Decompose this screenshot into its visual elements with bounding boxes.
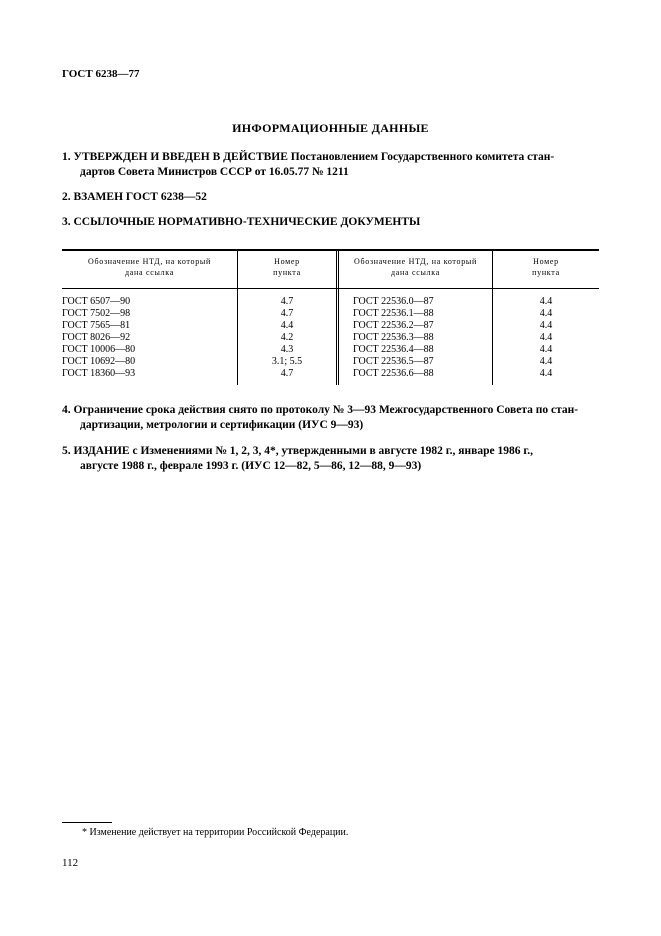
table-cell-num: 4.7 [280,296,294,307]
info-item-3-lead: 3. ССЫЛОЧНЫЕ НОРМАТИВНО-ТЕХНИЧЕСКИЕ ДОКУМЕНТЫ [62,216,421,228]
table-cell-num: 4.4 [539,308,553,319]
info-item-1-text-line2: дартов Совета Министров СССР от 16.05.77 № 1211 [80,166,349,178]
table-cell-doc: ГОСТ 22536.0—87 [353,296,434,307]
column-right-nums [493,296,599,380]
table-cell-doc: ГОСТ 22536.6—88 [353,368,434,379]
header-num-left-line1: Номер [274,257,300,266]
table-top-rule [62,249,599,251]
table-cell-doc: ГОСТ 8026—92 [62,332,131,343]
column-left-nums [238,296,336,380]
header-num-left-line2: пункта [273,268,301,277]
info-item-4-text-line2: дартизации, метрологии и сертификации (ИУС 9—93) [80,419,364,431]
table-cell-doc: ГОСТ 10006—80 [62,344,136,355]
table-cell-doc: ГОСТ 22536.5—87 [353,356,434,367]
header-num-right-line2: пункта [532,268,560,277]
table-cell-doc: ГОСТ 22536.2—87 [353,320,434,331]
column-left-docs [62,296,232,380]
table-cell-num: 4.7 [280,368,294,379]
reference-documents-table [62,249,599,385]
section-title: ИНФОРМАЦИОННЫЕ ДАННЫЕ [232,121,429,135]
footnote-separator [62,822,112,823]
table-cell-doc: ГОСТ 22536.3—88 [353,332,434,343]
header-num-right-line1: Номер [533,257,559,266]
table-cell-num: 4.4 [539,332,553,343]
header-doc-right [339,256,492,278]
info-item-5 [62,444,599,474]
table-cell-num: 4.4 [280,320,294,331]
table-cell-num: 4.4 [539,356,553,367]
page-header-standard-number: ГОСТ 6238—77 [62,68,140,80]
table-cell-doc: ГОСТ 22536.1—88 [353,308,434,319]
table-cell-doc: ГОСТ 10692—80 [62,356,136,367]
info-item-5-text-line2: августе 1988 г., феврале 1993 г. (ИУС 12—82, 5—86, 12—88, 9—93) [80,460,422,472]
info-item-1-lead: 1. УТВЕРЖДЕН И ВВЕДЕН В ДЕЙСТВИЕ [62,151,288,163]
column-right-docs [353,296,492,380]
info-item-3 [62,215,599,230]
table-cell-doc: ГОСТ 7565—81 [62,320,131,331]
table-cell-num: 4.2 [280,332,294,343]
table-cell-doc: ГОСТ 18360—93 [62,368,136,379]
header-num-right [493,256,599,278]
info-item-2 [62,190,599,205]
info-item-4-text-line1: 4. Ограничение срока действия снято по протоколу № 3—93 Межгосударственного Совета по стан- [62,404,579,416]
table-cell-num: 4.4 [539,368,553,379]
table-cell-doc: ГОСТ 6507—90 [62,296,131,307]
table-cell-doc: ГОСТ 7502—98 [62,308,131,319]
info-item-1-text-line1: Постановлением Государственного комитета стан- [290,151,555,163]
info-item-4 [62,403,599,433]
header-doc-left [62,256,237,278]
header-doc-left-line1: Обозначение НТД, на который [88,257,211,266]
info-item-2-lead: 2. ВЗАМЕН ГОСТ 6238—52 [62,191,207,203]
header-doc-right-line2: дана ссылка [391,268,440,277]
table-cell-num: 4.4 [539,320,553,331]
info-item-1 [62,150,599,180]
info-item-5-text-line1: 5. ИЗДАНИЕ с Изменениями № 1, 2, 3, 4*, утвержденными в августе 1982 г., январе 1986 г., [62,445,533,457]
page-number: 112 [62,857,79,869]
table-cell-num: 4.4 [539,344,553,355]
table-cell-num: 4.7 [280,308,294,319]
table-cell-doc: ГОСТ 22536.4—88 [353,344,434,355]
header-num-left [238,256,336,278]
header-doc-right-line1: Обозначение НТД, на который [354,257,477,266]
table-cell-num: 3.1; 5.5 [271,356,303,367]
header-doc-left-line2: дана ссылка [125,268,174,277]
footnote: * Изменение действует на территории Российской Федерации. [82,827,349,838]
table-cell-num: 4.3 [280,344,294,355]
table-header-rule [62,288,599,289]
table-cell-num: 4.4 [539,296,553,307]
